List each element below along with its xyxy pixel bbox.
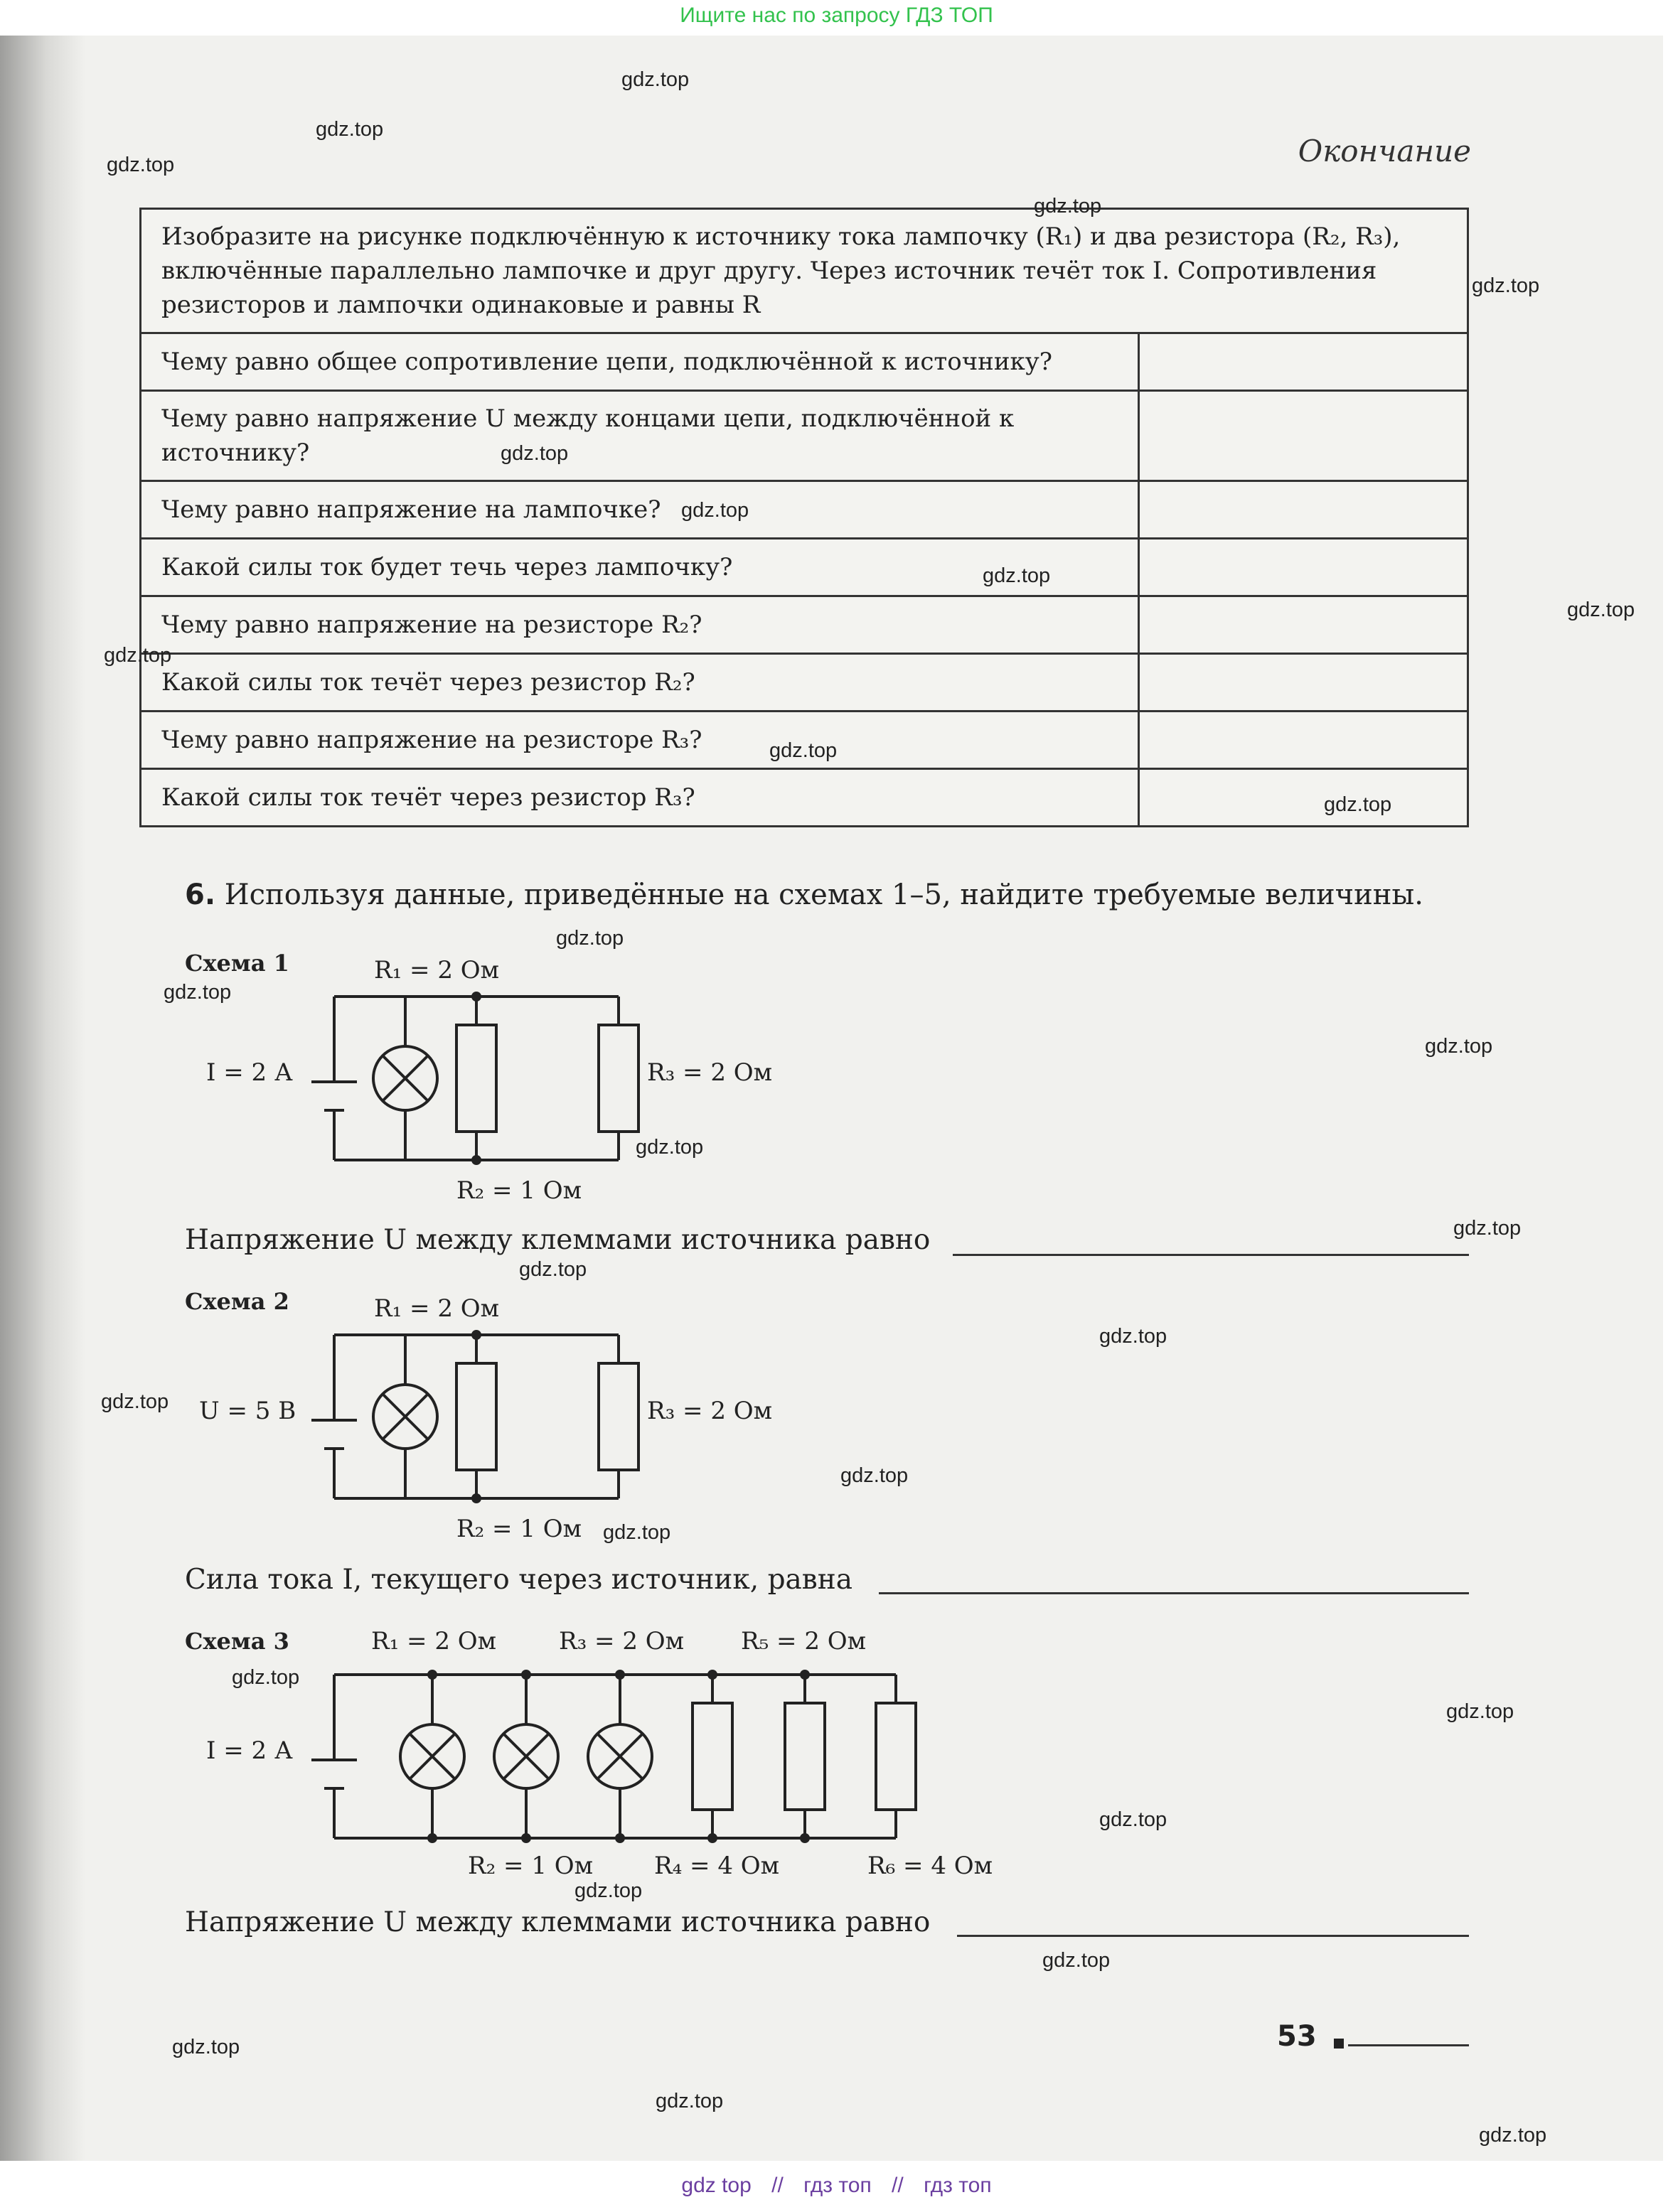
watermark[interactable]: gdz.top — [681, 499, 749, 522]
top-banner[interactable]: Ищите нас по запросу ГДЗ ТОП — [0, 0, 1673, 36]
table-row — [141, 333, 1468, 391]
schema-3-title: Схема 3 — [185, 1628, 289, 1655]
schema-1-circuit — [192, 938, 803, 1223]
label-r6: R₆ = 4 Ом — [867, 1852, 993, 1880]
resistor-r6 — [876, 1703, 916, 1810]
page-number: 53 — [1277, 2020, 1317, 2053]
answer-cell[interactable] — [1139, 539, 1468, 596]
label-r2: R₂ = 1 Ом — [456, 1515, 582, 1543]
lamp-cross — [503, 1734, 549, 1779]
resistor-r3 — [599, 1363, 638, 1470]
junction-dot — [521, 1670, 531, 1680]
label-source: U = 5 В — [199, 1397, 296, 1425]
watermark[interactable]: gdz.top — [316, 118, 384, 141]
label-r1: R₁ = 2 Ом — [371, 1627, 497, 1655]
watermark[interactable]: gdz.top — [603, 1521, 671, 1544]
lamp-cross — [383, 1056, 428, 1101]
page-right-edge — [1663, 36, 1673, 2168]
footer-separator: // — [771, 2174, 784, 2197]
resistor-r2 — [456, 1025, 496, 1132]
table-question: Чему равно напряжение на лампочке? — [141, 481, 1139, 539]
table-row — [141, 654, 1468, 712]
watermark[interactable]: gdz.top — [574, 1879, 643, 1902]
page-binding-shadow — [0, 36, 85, 2168]
schema-3-question: Напряжение U между клеммами источника равно — [185, 1906, 931, 1938]
watermark[interactable]: gdz.top — [1324, 793, 1392, 816]
watermark[interactable]: gdz.top — [1446, 1700, 1514, 1723]
junction-dot — [521, 1833, 531, 1843]
table-row — [141, 481, 1468, 539]
watermark[interactable]: gdz.top — [1567, 598, 1635, 621]
answer-cell[interactable] — [1139, 712, 1468, 769]
junction-dot — [707, 1833, 717, 1843]
footer-link[interactable]: гдз топ — [924, 2174, 992, 2197]
label-source: I = 2 А — [206, 1058, 293, 1087]
watermark[interactable]: gdz.top — [1453, 1217, 1522, 1240]
answer-cell[interactable] — [1139, 481, 1468, 539]
watermark[interactable]: gdz.top — [983, 564, 1051, 587]
watermark[interactable]: gdz.top — [1042, 1949, 1111, 1972]
watermark[interactable]: gdz.top — [101, 1390, 169, 1413]
label-r2: R₂ = 1 Ом — [456, 1176, 582, 1205]
label-r5: R₅ = 2 Ом — [741, 1627, 867, 1655]
junction-dot — [615, 1670, 625, 1680]
table-question: Чему равно напряжение U между концами цепи, подключённой к источнику? — [141, 391, 1139, 481]
schema-1-title: Схема 1 — [185, 950, 289, 977]
label-source: I = 2 А — [206, 1736, 293, 1765]
watermark[interactable]: gdz.top — [501, 442, 569, 465]
table-question: Какой силы ток будет течь через лампочку? — [141, 539, 1139, 596]
junction-dot — [800, 1670, 810, 1680]
answer-cell[interactable] — [1139, 769, 1468, 827]
page-number-rule — [1348, 2044, 1469, 2046]
battery-symbol — [311, 1082, 357, 1110]
table-row — [141, 539, 1468, 596]
answer-cell[interactable] — [1139, 596, 1468, 654]
watermark[interactable]: gdz.top — [769, 739, 838, 762]
junction-dot — [471, 1330, 481, 1340]
battery-symbol — [311, 1420, 357, 1449]
table-question: Чему равно напряжение на резисторе R₂? — [141, 596, 1139, 654]
watermark[interactable]: gdz.top — [232, 1666, 300, 1689]
answer-cell[interactable] — [1139, 654, 1468, 712]
junction-dot — [800, 1833, 810, 1843]
table-question: Какой силы ток течёт через резистор R₃? — [141, 769, 1139, 827]
footer-links — [0, 2174, 1673, 2198]
watermark[interactable]: gdz.top — [556, 927, 624, 950]
watermark[interactable]: gdz.top — [1099, 1808, 1167, 1831]
footer-link[interactable]: gdz top — [681, 2174, 752, 2197]
watermark[interactable]: gdz.top — [621, 68, 690, 91]
watermark[interactable]: gdz.top — [1479, 2124, 1547, 2147]
resistor-r4 — [693, 1703, 732, 1810]
watermark[interactable]: gdz.top — [636, 1136, 704, 1159]
lamp-cross — [383, 1394, 428, 1439]
table-intro-cell: Изобразите на рисунке подключённую к источнику тока лампочку (R₁) и два резистора (R₂, R₃), включённые параллельно лампочке и друг другу. Через источник течёт ток I. Сопротивления резисторов и лампочки одинаковые и равны R — [141, 209, 1468, 333]
table-row — [141, 391, 1468, 481]
watermark[interactable]: gdz.top — [656, 2090, 724, 2112]
label-r1: R₁ = 2 Ом — [374, 956, 500, 984]
resistor-r2 — [456, 1363, 496, 1470]
watermark[interactable]: gdz.top — [107, 154, 175, 176]
watermark[interactable]: gdz.top — [1425, 1035, 1493, 1058]
label-r2: R₂ = 1 Ом — [468, 1852, 594, 1880]
watermark[interactable]: gdz.top — [1099, 1325, 1167, 1348]
junction-dot — [471, 992, 481, 1002]
lamp-cross — [597, 1734, 643, 1779]
schema-2-question: Сила тока I, текущего через источник, равна — [185, 1564, 852, 1596]
page-number-marker — [1334, 2039, 1344, 2049]
table-question: Какой силы ток течёт через резистор R₂? — [141, 654, 1139, 712]
watermark[interactable]: gdz.top — [164, 981, 232, 1004]
watermark[interactable]: gdz.top — [1034, 195, 1102, 218]
footer-separator: // — [892, 2174, 904, 2197]
table-intro-row — [141, 209, 1468, 333]
wire — [334, 1675, 896, 1838]
task-number: 6. — [185, 879, 216, 911]
junction-dot — [615, 1833, 625, 1843]
task-6 — [185, 879, 1423, 911]
label-r3: R₃ = 2 Ом — [647, 1397, 773, 1425]
label-r3: R₃ = 2 Ом — [559, 1627, 685, 1655]
junction-dot — [707, 1670, 717, 1680]
watermark[interactable]: gdz.top — [519, 1258, 587, 1281]
table-question: Чему равно общее сопротивление цепи, подключённой к источнику? — [141, 333, 1139, 391]
label-r3: R₃ = 2 Ом — [647, 1058, 773, 1087]
question-table — [139, 208, 1469, 827]
table-row — [141, 596, 1468, 654]
watermark[interactable]: gdz.top — [172, 2036, 240, 2058]
battery-symbol — [311, 1760, 357, 1788]
task-text: Используя данные, приведённые на схемах 1–5, найдите требуемые величины. — [224, 879, 1423, 911]
junction-dot — [427, 1670, 437, 1680]
footer-link[interactable]: гдз топ — [803, 2174, 872, 2197]
watermark[interactable]: gdz.top — [1472, 274, 1540, 297]
answer-line[interactable] — [879, 1592, 1469, 1594]
answer-line[interactable] — [957, 1935, 1469, 1937]
table-row — [141, 769, 1468, 827]
watermark[interactable]: gdz.top — [104, 644, 172, 667]
junction-dot — [471, 1493, 481, 1503]
label-r4: R₄ = 4 Ом — [654, 1852, 780, 1880]
schema-2-title: Схема 2 — [185, 1288, 289, 1315]
watermark[interactable]: gdz.top — [840, 1464, 909, 1487]
answer-line[interactable] — [953, 1254, 1469, 1256]
table-question: Чему равно напряжение на резисторе R₃? — [141, 712, 1139, 769]
junction-dot — [471, 1155, 481, 1165]
answer-cell[interactable] — [1139, 333, 1468, 391]
schema-3-circuit — [192, 1616, 1031, 1901]
schema-1-question: Напряжение U между клеммами источника равно — [185, 1224, 931, 1256]
continuation-heading: Окончание — [1298, 134, 1471, 168]
lamp-cross — [410, 1734, 455, 1779]
label-r1: R₁ = 2 Ом — [374, 1294, 500, 1323]
schema-2-circuit — [192, 1277, 803, 1561]
resistor-r5 — [785, 1703, 825, 1810]
answer-cell[interactable] — [1139, 391, 1468, 481]
junction-dot — [427, 1833, 437, 1843]
resistor-r3 — [599, 1025, 638, 1132]
